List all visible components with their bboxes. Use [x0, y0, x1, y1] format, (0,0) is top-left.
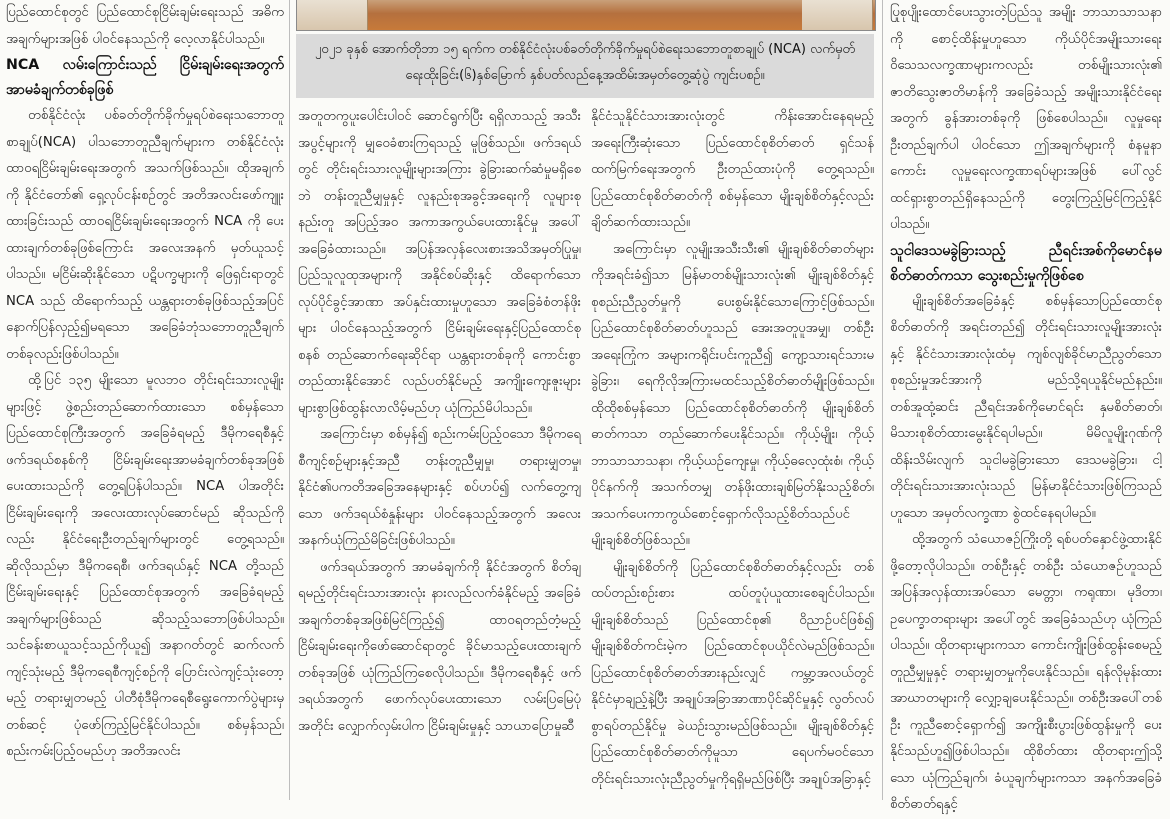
paragraph: ပြည်ထောင်စုတွင် ပြည်ထောင်စုငြိမ်းချမ်းရေးသည် အဓိကအချက်များအဖြစ် ပါဝင်နေသည်ကို လေ့လာနိုင်ပါသည်။ [6, 5, 284, 47]
paragraph: မျိုးချစ်စိတ်ကို ပြည်ထောင်စုစိတ်ဓာတ်နှင့်လည်း တစ်ထပ်တည်းစဉ်းစား ထပ်တူပုံယူထားစေချင်ပါသည်။ မျိုးချစ်စိတ်သည် ပြည်ထောင်စု၏ ဝိညာဉ်ပင်ဖြစ်၍ မျိုးချစ်စိတ်ကင်းမဲ့က ပြည်ထောင်စုပယိုင်လဲမည်ဖြစ်သည်။ ပြည်ထောင်စုစိတ်ဓာတ်အားနည်းလျှင် ကမ္ဘာ့အလယ်တွင် နိုင်ငံမှာချည့်နဲ့ပြီး အချုပ်အခြာအာဏာပိုင်ဆိုင်မှုနှင့် လွတ်လပ်စွာရပ်တည်နိုင်မှု ခဲယဉ်းသွားမည်ဖြစ်သည်။ မျိုးချစ်စိတ်နှင့်ပြည်ထောင်စုစိတ်ဓာတ်ကိုမူသာ ရေပက်မဝင်သော တိုင်းရင်းသားလုံးညီညွတ်မှုကိုရရှိမည်ဖြစ်ပြီး အချုပ်အခြာနှင့် [591, 559, 874, 787]
paragraph: ထို့ပြင် ၁၃၅ မျိုးသော မူလဘဝ တိုင်းရင်းသားလူမျိုးများဖြင့် ဖွဲ့စည်းတည်ဆောက်ထားသော စစ်မှန်သောပြည်ထောင်စုကြီးအတွက် အခြေခံရမည့် ဒီမိုကရေစီနှင့် ဖက်ဒရယ်စနစ်ကို ငြိမ်းချမ်းရေးအာမခံချက်တစ်ခုအဖြစ် ပေးထားသည်ကို တွေ့ရပြန်ပါသည်။ NCA ပါအတိုင်း ငြိမ်းချမ်းရေးကို အလေးထားလုပ်ဆောင်မည် ဆိုသည်ကိုလည်း နိုင်ငံရေးဦးတည်ချက်များတွင် တွေ့ရသည်။ ဆိုလိုသည်မှာ ဒီမိုကရေစီ၊ ဖက်ဒရယ်နှင့် NCA တို့သည် ငြိမ်းချမ်းရေးနှင့် ပြည်ထောင်စုအတွက် အခြေခံရမည့်အချက်များဖြစ်သည် ဆိုသည့်သဘောဖြစ်ပါသည်။ သင်ခန်းစာယူသင့်သည်ကိုယူ၍ အနာဂတ်တွင် ဆက်လက်ကျင့်သုံးမည့် ဒီမိုကရေစီကျင့်စဉ်ကို ပြောင်းလဲကျင့်သုံးတော့မည့် တရားမျှတမည့် ပါတီစုံဒီမိုကရေစီရွေးကောက်ပွဲများမှတစ်ဆင့် ပုံဖော်ကြည့်မြင်နိုင်ပါသည်။ စစ်မှန်သည်၊ စည်းကမ်းပြည့်ဝမည်ဟု အတိအလင်း [6, 373, 284, 759]
paragraph: မျိုးချစ်စိတ်အခြေခံနှင့် စစ်မှန်သောပြည်ထောင်စုစိတ်ဓာတ်ကို အရင်းတည်၍ တိုင်းရင်းသားလူမျိုးအားလုံးနှင့် နိုင်ငံသားအားလုံးထံမှ ကျစ်လျစ်ခိုင်မာညီညွတ်သော စုစည်းမှုအင်အားကို မည်သို့ရယူနိုင်မည်နည်း။ တစ်အူထုံ့ဆင်း ညီရင်းအစ်ကိုမောင်ရင်း နှမစိတ်ဓာတ်၊ မိသားစုစိတ်ထားမွေးနိုင်ရပါမည်။ မိမိလူမျိုးဂုဏ်ကိုထိန်းသိမ်းလျက် သူငါမခွဲခြားသော ဒေသမခွဲခြား၊ ငါ့တိုင်းရင်းသားအားလုံးသည် မြန်မာနိုင်ငံသားဖြစ်ကြသည်ဟူသော အမှတ်လက္ခဏာ စွဲထင်နေရပါမည်။ [890, 293, 1162, 521]
event-photo [296, 0, 876, 31]
paragraph: နိုင်ငံသူနိုင်ငံသားအားလုံးတွင် ကိန်းအောင်းနေရမည့် အရေးကြီးဆုံးသော ပြည်ထောင်စုစိတ်ဓာတ် ရှင်သန်ထက်မြက်ရေးအတွက် ဦးတည်ထားပုံကို တွေ့ရသည်။ ပြည်ထောင်စုစိတ်ဓာတ်ကို စစ်မှန်သော မျိုးချစ်စိတ်နှင့်လည်း ချိတ်ဆက်ထားသည်။ [591, 109, 874, 230]
photo-decor [802, 0, 873, 30]
section-heading: သူငါဒေသမခွဲခြားသည့် ညီရင်းအစ်ကိုမောင်နမစိတ်ဓာတ်ကသာ သွေးစည်းမှုကိုဖြစ်စေ [890, 242, 1162, 284]
photo-decor [297, 0, 368, 30]
paragraph: ဖက်ဒရယ်အတွက် အာမခံချက်ကို နိုင်ငံအတွက် စိတ်ချရမည့်တိုင်းရင်းသားအားလုံး နားလည်လက်ခံနိုင်မည့် အခြေခံအချက်တစ်ခုအဖြစ်မြင်ကြည့်၍ ထာဝရတည်တံ့မည့် ငြိမ်းချမ်းရေးကိုဖော်ဆောင်ရာတွင် ခိုင်မာသည့်ပေးထားချက်တစ်ခုအဖြစ် ယုံကြည်ကြစေလိုပါသည်။ ဒီမိုကရေစီနှင့် ဖက်ဒရယ်အတွက် ဖောက်လုပ်ပေးထားသော လမ်းပြမြေပုံအတိုင်း လျှောက်လှမ်းပါက ငြိမ်းချမ်းမှုနှင့် သာယာပြောမှုဆီ [298, 559, 581, 734]
paragraph: အကြောင်းမှာ လူမျိုးအသီးသီး၏ မျိုးချစ်စိတ်ဓာတ်များကိုအရင်းခံ၍သာ မြန်မာတစ်မျိုးသားလုံး၏ မျိုးချစ်စိတ်နှင့် စုစည်းညီညွတ်မှုကို ပေးစွမ်းနိုင်သောကြောင့်ဖြစ်သည်။ ပြည်ထောင်စုစိတ်ဓာတ်ဟူသည် အေးအတူပူအမျှ၊ တစ်ဦးအရေးကြုံက အများကရိုင်းပင်းကူညီ၍ ကျော့သားရင်သားမခွဲခြား၊ ရေကိုလိုအကြားမထင်သည့်စိတ်ဓာတ်မျိုးဖြစ်သည်။ ထိုထိုစစ်မှန်သော ပြည်ထောင်စုစိတ်ဓာတ်ကို မျိုးချစ်စိတ်ဓာတ်ကသာ တည်ဆောက်ပေးနိုင်သည်။ ကိုယ့်မျိုး၊ ကိုယ့်ဘာသာသာသနာ၊ ကိုယ့်ယဉ်ကျေးမှု၊ ကိုယ့်ဓလေ့ထုံးစံ၊ ကိုယ့်ပိုင်နက်ကို အသက်တမျှ တန်ဖိုးထားချစ်မြတ်နိုးသည့်စိတ်၊ အသက်ပေးကာကွယ်စောင့်ရှောက်လိုသည့်စိတ်သည်ပင် မျိုးချစ်စိတ်ဖြစ်သည်။ [591, 241, 874, 548]
paragraph: အကြောင်းမှာ စစ်မှန်၍ စည်းကမ်းပြည့်ဝသော ဒီမိုကရေစီကျင့်စဉ်များနှင့်အညီ တန်းတူညီမျှမှု၊ တရားမျှတမှု၊ နိုင်ငံ၏ပကတိအခြေအနေများနှင့် စပ်ဟပ်၍ လက်တွေ့ကျသော ဖက်ဒရယ်စံနှုန်းများ ပါဝင်နေသည့်အတွက် အလေးအနက်ယုံကြည်မိခြင်းဖြစ်ပါသည်။ [298, 427, 581, 548]
article-column-2 [298, 104, 581, 800]
column-rule-1 [289, 0, 290, 800]
column-rule-3 [882, 0, 883, 800]
section-heading: NCA လမ်းကြောင်းသည် ငြိမ်းချမ်းရေးအတွက် အာမခံချက်တစ်ခုဖြစ် [6, 57, 284, 98]
article-column-3 [591, 104, 874, 800]
photo-block [296, 0, 874, 96]
paragraph: တစ်နိုင်ငံလုံး ပစ်ခတ်တိုက်ခိုက်မှုရပ်စဲရေးသဘောတူစာချုပ်(NCA) ပါသဘောတူညီချက်များက တစ်နိုင်ငံလုံးထာဝရငြိမ်းချမ်းရေးအတွက် အသက်ဖြစ်သည်။ ထိုအချက်ကို နိုင်ငံတော်၏ ရှေ့လုပ်ငန်းစဉ်တွင် အတိအလင်းဖော်ကျူးထားခြင်းသည် ထာဝရငြိမ်းချမ်းရေးအတွက် NCA ကို ပေးထားချက်တစ်ခုဖြစ်ကြောင်း အလေးအနက် မှတ်ယူသင့်ပါသည်။ မငြိမ်းဆိုးနိုင်သော ပဋိပက္ခများကို ဖြေရှင်းရာတွင် NCA သည် ထိရောက်သည့် ယန္တရားတစ်ခုဖြစ်သည့်အပြင် နောက်ပြန်လှည့်၍မရသော အခြေခံဘုံသဘောတူညီချက်တစ်ခုလည်းဖြစ်ပါသည်။ [6, 108, 284, 362]
article-column-1 [6, 0, 284, 800]
photo-caption: ၂၀၂၁ ခုနှစ် အောက်တိုဘာ ၁၅ ရက်က တစ်နိုင်ငံလုံးပစ်ခတ်တိုက်ခိုက်မှုရပ်စဲရေးသဘောတူစာချုပ် (NCA) လက်မှတ်ရေးထိုးခြင်း(၆)နှစ်မြောက် နှစ်ပတ်လည်နေ့အထိမ်းအမှတ်တွေ့ဆုံပွဲ ကျင်းပစဉ်။ [296, 34, 874, 98]
paragraph: ပြုစုပျိုးထောင်ပေးသွားတဲ့ပြည်သူ အမျိုး ဘာသာသာသနာကို စောင့်ထိန်းမှုဟူသော ကိုယ်ပိုင်အမျိုးသားရေး ဝိသေသလက္ခဏာများကလည်း တစ်မျိုးသားလုံး၏ ဇာတိသွေးဇာတိမာန်ကို အခြေခံသည့် အမျိုးသားနိုင်ငံရေးအတွက် ခွန်အားတစ်ခုကို ဖြစ်စေပါသည်။ လူမှုရေးဦးတည်ချက်ပါ ပါဝင်သော ဤအချက်များကို စံနမူနာကောင်း လူမှုရေးလက္ခဏာရပ်များအဖြစ် ပေါ်လွင်ထင်ရှားစွာတည်ရှိနေသည်ကို တွေးကြည့်မြင်ကြည့်နိုင်ပါသည်။ [890, 5, 1162, 232]
paragraph: ထို့အတွက် သံယောဇဉ်ကြိုးတို့ ရစ်ပတ်နှောင်ဖွဲ့ထားနိုင်ဖို့တော့လိုပါသည်။ တစ်ဦးနှင့် တစ်ဦး သံယောဇဉ်ဟူသည် အပြန်အလှန်ထားအပ်သော မေတ္တာ၊ ကရုဏာ၊ မုဒိတာ၊ ဥပေက္ခာတရားများ အပေါ်တွင် အခြေခံသည်ဟု ယုံကြည်ပါသည်။ ထိုတရားများကသာ ကောင်းကျိုးဖြစ်ထွန်းစေမည့် တူညီမျှမှုနှင့် တရားမျှတမှုကိုပေးနိုင်သည်။ ရန်လိုမုန်းထား အာဃာတများကို လျှော့ချပေးနိုင်သည်။ တစ်ဦးအပေါ်တစ်ဦး ကူညီစောင့်ရှောက်၍ အကျိုးစီးပွားဖြစ်ထွန်းမှုကို ပေးနိုင်သည်ဟူ၍ဖြစ်ပါသည်။ ထိုစိတ်ထား ထိုတရားဤသို့သော ယုံကြည်ချက်၊ ခံယူချက်များကသာ အနက်အခြေခံစိတ်ဓာတ်ရနှင့် [890, 532, 1162, 812]
article-column-4 [890, 0, 1162, 812]
paragraph: အတူတကွပူးပေါင်းပါဝင် ဆောင်ရွက်ပြီး ရရှိလာသည့် အသီးအပွင့်များကို မျှဝေခံစားကြရသည့် မူဖြစ်သည်။ ဖက်ဒရယ်တွင် တိုင်းရင်းသားလူမျိုးများအကြား ခွဲခြားဆက်ဆံမှုမရှိစေဘဲ တန်းတူညီမျှမှုနှင့် လူနည်းစုအခွင့်အရေးကို လူများစုနည်းတူ အပြည့်အဝ အကာအကွယ်ပေးထားနိုင်မှု အပေါ် အခြေခံထားသည်။ အပြန်အလှန်လေးစားအသိအမှတ်ပြုမှု၊ ပြည်သူလူထုအများကို အနိုင်စပ်ဆိုးနှင့် ထိရောက်သော လုပ်ပိုင်ခွင့်အာဏာ အပ်နှင်းထားမှုဟူသော အခြေခံစံတန်ဖိုးများ ပါဝင်နေသည့်အတွက် ငြိမ်းချမ်းရေးနှင့်ပြည်ထောင်စုစနစ် တည်ဆောက်ရေးဆိုင်ရာ ယန္တရားတစ်ခုကို ကောင်းစွာတည်ထားနိုင်အောင် လည်ပတ်နိုင်မည့် အကျိုးကျေးဇူးများ များစွာဖြစ်ထွန်းလာလိမ့်မည်ဟု ယုံကြည်မိပါသည်။ [298, 109, 581, 416]
